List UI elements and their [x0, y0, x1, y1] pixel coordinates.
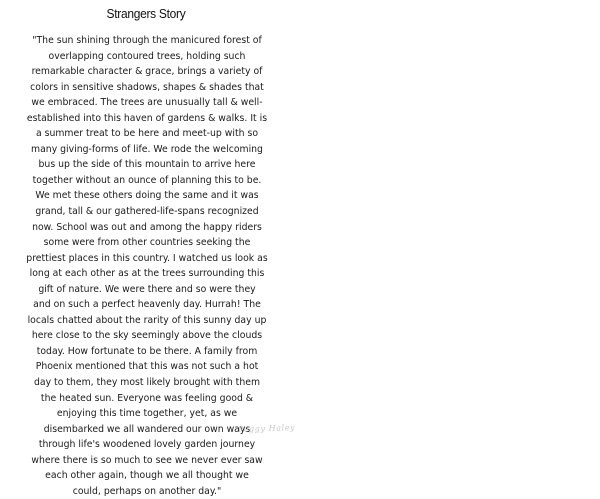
story-line: many giving-forms of life. We rode the welcoming	[31, 143, 263, 155]
story-line: overlapping contoured trees, holding such	[48, 50, 246, 62]
story-line: locals chatted about the rarity of this sunny day up	[27, 314, 267, 326]
story-line: could, perhaps on another day."	[72, 485, 222, 497]
story-line: each other again, though we all thought we	[45, 470, 249, 482]
story-line: Phoenix mentioned that this was not such a hot	[35, 361, 259, 373]
story-line: some were from other countries seeking the	[43, 237, 251, 249]
story-line: bus up the side of this mountain to arrive here	[38, 159, 256, 171]
story-line: we embraced. The trees are unusually tall & well-	[31, 97, 263, 109]
story-line: where there is so much to see we never ever saw	[31, 454, 263, 466]
story-line: day to them, they most likely brought with them	[33, 377, 261, 389]
story-line: prettiest places in this country. I watched us look as	[26, 252, 268, 264]
story-line: remarkable character & grace, brings a variety of	[31, 66, 263, 78]
story-line: through life's woodened lovely garden journey	[38, 439, 256, 451]
story-line: grand, tall & our gathered-life-spans recognized	[35, 206, 259, 218]
story-line: colors in sensitive shadows, shapes & shades that	[30, 81, 264, 93]
story-line: enjoying this time together, yet, as we	[56, 408, 238, 420]
story-line: now. School was out and among the happy riders	[32, 221, 262, 233]
story-line: We met these others doing the same and it was	[35, 190, 259, 202]
story-line: long at each other as at the trees surrounding this	[29, 268, 265, 280]
story-line: today. How fortunate to be there. A family from	[36, 345, 258, 357]
author-signature: Peggy Haley	[237, 423, 296, 434]
story-line: "The sun shining through the manicured forest of	[32, 35, 262, 46]
story-line: and on such a perfect heavenly day. Hurrah! The	[33, 299, 261, 311]
story-line: the heated sun. Everyone was feeling good &	[40, 392, 254, 404]
story-line: gift of nature. We were there and so were they	[38, 283, 256, 295]
story-line: disembarked we all wandered our own ways	[43, 423, 251, 435]
story-title: Strangers Story	[106, 6, 186, 21]
story-line: established into this haven of gardens & walks. It is	[26, 112, 268, 124]
story-line: a summer treat to be here and meet-up with so	[35, 128, 259, 140]
story-line: here close to the sky seemingly above the clouds	[31, 330, 263, 342]
story-line: together without an ounce of planning this to be.	[32, 174, 262, 186]
